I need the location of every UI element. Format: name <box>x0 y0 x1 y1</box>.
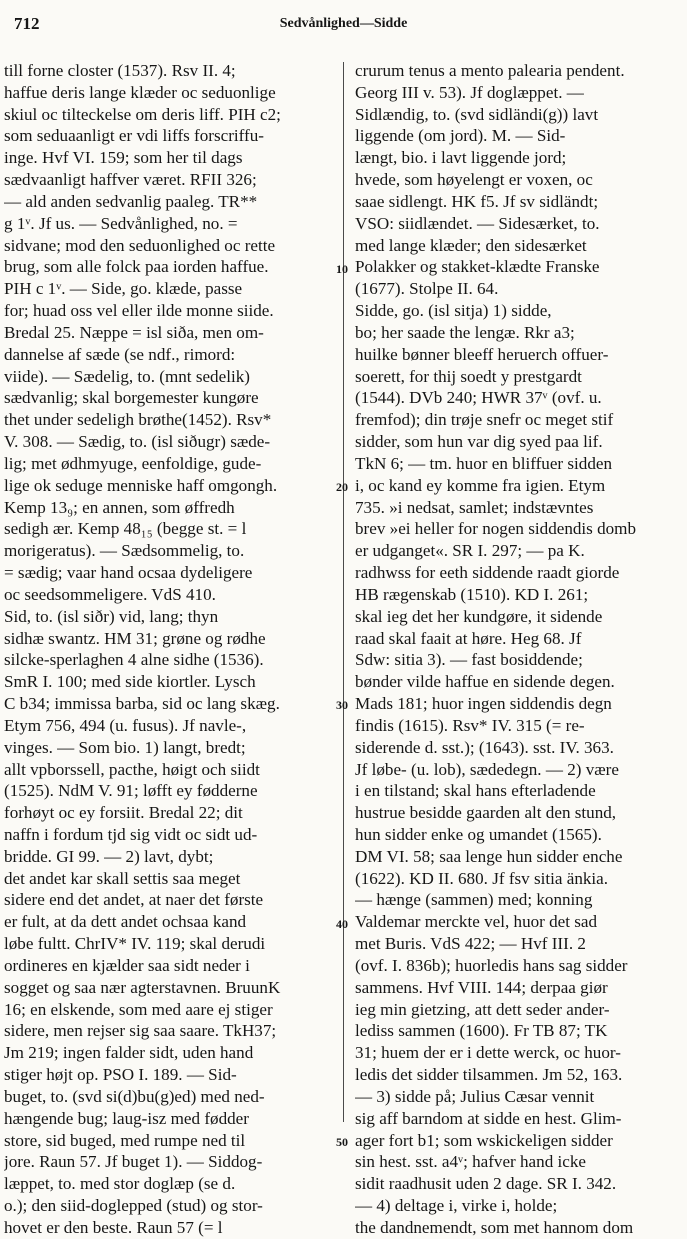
text-line: Bredal 25. Næppe = isl siða, men om- <box>4 322 264 342</box>
text-line: hvede, som høyelengt er voxen, oc <box>355 170 593 190</box>
text-line: jore. Raun 57. Jf buget 1). — Siddog- <box>4 1152 263 1172</box>
text-line: C b34; immissa barba, sid oc lang skæg. <box>4 694 280 714</box>
page-number: 712 <box>14 14 40 33</box>
text-line: huilke bønner bleeff heruerch offuer- <box>355 344 609 364</box>
text-line: bridde. GI 99. — 2) lavt, dybt; <box>4 846 214 866</box>
text-line: sedigh ær. Kemp 48₁₅ (begge st. = l <box>4 519 247 539</box>
running-head: Sedvånlighed—Sidde <box>279 16 408 31</box>
text-line: sidhæ swantz. HM 31; grøne og rødhe <box>4 628 266 648</box>
text-line: (ovf. I. 836b); huorledis hans sag sidder <box>355 955 628 975</box>
text-line: hun sidder enke og umandet (1565). <box>355 824 602 844</box>
text-line: — ald anden sedvanlig paaleg. TR** <box>4 191 258 211</box>
text-line: bo; her saade the lengæ. Rkr a3; <box>355 322 575 342</box>
text-line: Etym 756, 494 (u. fusus). Jf navle-, <box>4 715 247 735</box>
text-line: sin hest. sst. a4ᵛ; hafver hand icke <box>355 1152 586 1172</box>
text-line: — 3) sidde på; Julius Cæsar vennit <box>355 1086 595 1106</box>
text-line: ledis det sidder tilsammen. Jm 52, 163. <box>355 1065 623 1085</box>
text-line: buget, to. (svd si(d)bu(g)ed) med ned- <box>4 1086 265 1106</box>
text-line: V. 308. — Sædig, to. (isl siðugr) sæde- <box>4 432 271 452</box>
text-line: met Buris. VdS 422; — Hvf III. 2 <box>355 934 586 954</box>
text-line: o.); den siid-doglepped (stud) og stor- <box>4 1196 263 1216</box>
text-line: store, sid buged, med rumpe ned til <box>4 1130 246 1150</box>
text-line: sædvaanligt haffver været. RFII 326; <box>4 170 257 190</box>
text-line: ordineres en kjælder saa sidt neder i <box>4 955 250 975</box>
text-line: soerett, for thij soedt y prestgardt <box>355 366 582 386</box>
line-number: 40 <box>336 916 348 931</box>
text-line: ieg min gietzing, att dett seder ander- <box>355 999 610 1019</box>
text-line: sig aff barndom at sidde en hest. Glim- <box>355 1108 622 1128</box>
text-line: lige ok seduge menniske haff omgongh. <box>4 475 278 495</box>
text-line: vinges. — Som bio. 1) langt, bredt; <box>4 737 246 757</box>
right-column <box>355 60 685 1239</box>
text-line: — hænge (sammen) med; konning <box>355 890 593 910</box>
text-line: det andet kar skall settis saa meget <box>4 868 241 888</box>
text-line: Jf løbe- (u. lob), sædedegn. — 2) være <box>355 759 619 779</box>
text-line: Georg III v. 53). Jf doglæppet. — <box>355 82 584 102</box>
text-line: 735. »i nedsat, samlet; indstævntes <box>355 497 594 517</box>
text-line: sidder, som hun var dig syed paa lif. <box>355 432 603 452</box>
text-line: radhwss for eeth siddende raadt giorde <box>355 563 620 583</box>
text-line: brug, som alle folck paa iorden haffue. <box>4 257 269 277</box>
text-line: (1622). KD II. 680. Jf fsv sitia änkia. <box>355 868 609 888</box>
text-line: bønder vilde haffue en sidende degen. <box>355 672 615 692</box>
text-line: med lange klæder; den sidesærket <box>355 235 587 255</box>
text-line: — 4) deltage i, virke i, holde; <box>355 1196 558 1216</box>
column-divider <box>343 62 344 1122</box>
text-line: lediss sammen (1600). Fr TB 87; TK <box>355 1021 608 1041</box>
text-line: (1525). NdM V. 91; løfft ey fødderne <box>4 781 258 801</box>
text-line: sædvanlig; skal borgemester kungøre <box>4 388 259 408</box>
text-line: i en tilstand; skal hans efterladende <box>355 781 596 801</box>
text-line: fremfod); din trøje snefr oc meget stif <box>355 410 614 430</box>
text-line: Mads 181; huor ingen siddendis degn <box>355 694 612 714</box>
text-line: sidere end det andet, at naer det første <box>4 890 264 910</box>
text-line: 31; huem der er i dette werck, oc huor- <box>355 1043 621 1063</box>
text-line: silcke-sperlaghen 4 alne sidhe (1536). <box>4 650 264 670</box>
text-line: the dandnemendt, som met hannom dom <box>355 1217 634 1237</box>
text-line: HB rægenskab (1510). KD I. 261; <box>355 584 589 604</box>
text-line: (1677). Stolpe II. 64. <box>355 279 499 299</box>
line-number: 20 <box>336 479 348 494</box>
text-line: læppet, to. med stor doglæp (se d. <box>4 1174 236 1194</box>
text-line: findis (1615). Rsv* IV. 315 (= re- <box>355 715 585 735</box>
text-line: inge. Hvf VI. 159; som her til dags <box>4 148 243 168</box>
text-line: TkN 6; — tm. huor en bliffuer sidden <box>355 453 612 473</box>
text-line: = sædig; vaar hand ocsaa dydeligere <box>4 563 253 583</box>
text-line: skal ieg det her kundgøre, it sidende <box>355 606 603 626</box>
text-line: brev »ei heller for nogen siddendis domb <box>355 519 637 539</box>
text-line: Valdemar merckte vel, huor det sad <box>355 912 598 932</box>
text-line: længt, bio. i lavt liggende jord; <box>355 148 567 168</box>
text-line: Sid, to. (isl siðr) vid, lang; thyn <box>4 606 219 626</box>
text-line: raad skal faait at høre. Heg 68. Jf <box>355 628 582 648</box>
text-line: g 1ᵛ. Jf us. — Sedvånlighed, no. = <box>4 213 238 233</box>
line-number: 10 <box>336 261 348 276</box>
text-line: er fult, at da dett andet ochsaa kand <box>4 912 247 932</box>
text-line: saae sidlengt. HK f5. Jf sv sidländt; <box>355 191 599 211</box>
text-line: Jm 219; ingen falder sidt, uden hand <box>4 1043 254 1063</box>
text-line: allt vpborssell, pacthe, høigt och siidt <box>4 759 260 779</box>
text-line: hovet er den beste. Raun 57 (= l <box>4 1217 223 1237</box>
text-line: viide). — Sædelig, to. (mnt sedelik) <box>4 366 250 386</box>
text-line: sogget og saa nær agterstavnen. BruunK <box>4 977 281 997</box>
text-line: Sidde, go. (isl sitja) 1) sidde, <box>355 301 552 321</box>
text-line: i, oc kand ey komme fra igien. Etym <box>355 475 606 495</box>
text-line: stiger højt op. PSO I. 189. — Sid- <box>4 1065 237 1085</box>
text-line: thet under sedeligh brøthe(1452). Rsv* <box>4 410 272 430</box>
text-line: haffue deris lange klæder oc seduonlige <box>4 82 276 102</box>
text-line: siderende d. sst.); (1643). sst. IV. 363. <box>355 737 614 757</box>
line-number: 30 <box>336 698 348 713</box>
text-line: sidere, men rejser sig saa saare. TkH37; <box>4 1021 277 1041</box>
text-line: Sidlændig, to. (svd sidländi(g)) lavt <box>355 104 599 124</box>
text-line: lig; met ødhmyuge, eenfoldige, gude- <box>4 453 262 473</box>
text-line: naffn i fordum tjd sig vidt oc sidt ud- <box>4 824 258 844</box>
text-line: DM VI. 58; saa lenge hun sidder enche <box>355 846 623 866</box>
text-line: liggende (om jord). M. — Sid- <box>355 126 566 146</box>
text-line: dannelse af sæde (se ndf., rimord: <box>4 344 236 364</box>
text-line: som seduaanligt er vdi liffs forscriffu- <box>4 126 264 146</box>
text-line: sidvane; mod den seduonlighed oc rette <box>4 235 276 255</box>
text-line: hængende bug; laug-isz med fødder <box>4 1108 249 1128</box>
line-number: 50 <box>336 1135 348 1150</box>
text-line: 16; en elskende, som med aare ej stiger <box>4 999 273 1019</box>
text-line: SmR I. 100; med side kiortler. Lysch <box>4 672 256 692</box>
text-line: morigeratus). — Sædsommelig, to. <box>4 541 245 561</box>
text-line: forhøyt oc ey forsiit. Bredal 22; dit <box>4 803 243 823</box>
page-header <box>14 14 673 38</box>
text-line: oc seedsommeligere. VdS 410. <box>4 584 216 604</box>
text-line: ager fort b1; som wskickeligen sidder <box>355 1130 613 1150</box>
text-line: Polakker og stakket-klædte Franske <box>355 257 600 277</box>
left-column <box>4 60 326 1239</box>
text-line: VSO: siidlændet. — Sidesærket, to. <box>355 213 600 233</box>
text-line: crurum tenus a mento palearia pendent. <box>355 61 625 80</box>
text-line: skiul oc tilteckelse om deris liff. PIH c2; <box>4 104 281 124</box>
text-line: sidit raadhusit uden 2 dage. SR I. 342. <box>355 1174 617 1194</box>
text-line: hustrue besidde gaarden alt den stund, <box>355 803 617 823</box>
text-line: er udganget«. SR I. 297; — pa K. <box>355 541 585 561</box>
text-line: løbe fultt. ChrIV* IV. 119; skal derudi <box>4 934 266 954</box>
text-line: PIH c 1ᵛ. — Side, go. klæde, passe <box>4 279 243 299</box>
text-line: till forne closter (1537). Rsv II. 4; <box>4 61 236 80</box>
text-line: sammens. Hvf VIII. 144; derpaa giør <box>355 977 608 997</box>
text-line: Kemp 13₉; en annen, som øffredh <box>4 497 235 517</box>
text-line: (1544). DVb 240; HWR 37ᵛ (ovf. u. <box>355 388 602 408</box>
text-line: Sdw: sitia 3). — fast bosiddende; <box>355 650 583 670</box>
text-line: for; huad oss vel eller ilde monne siide. <box>4 301 274 321</box>
